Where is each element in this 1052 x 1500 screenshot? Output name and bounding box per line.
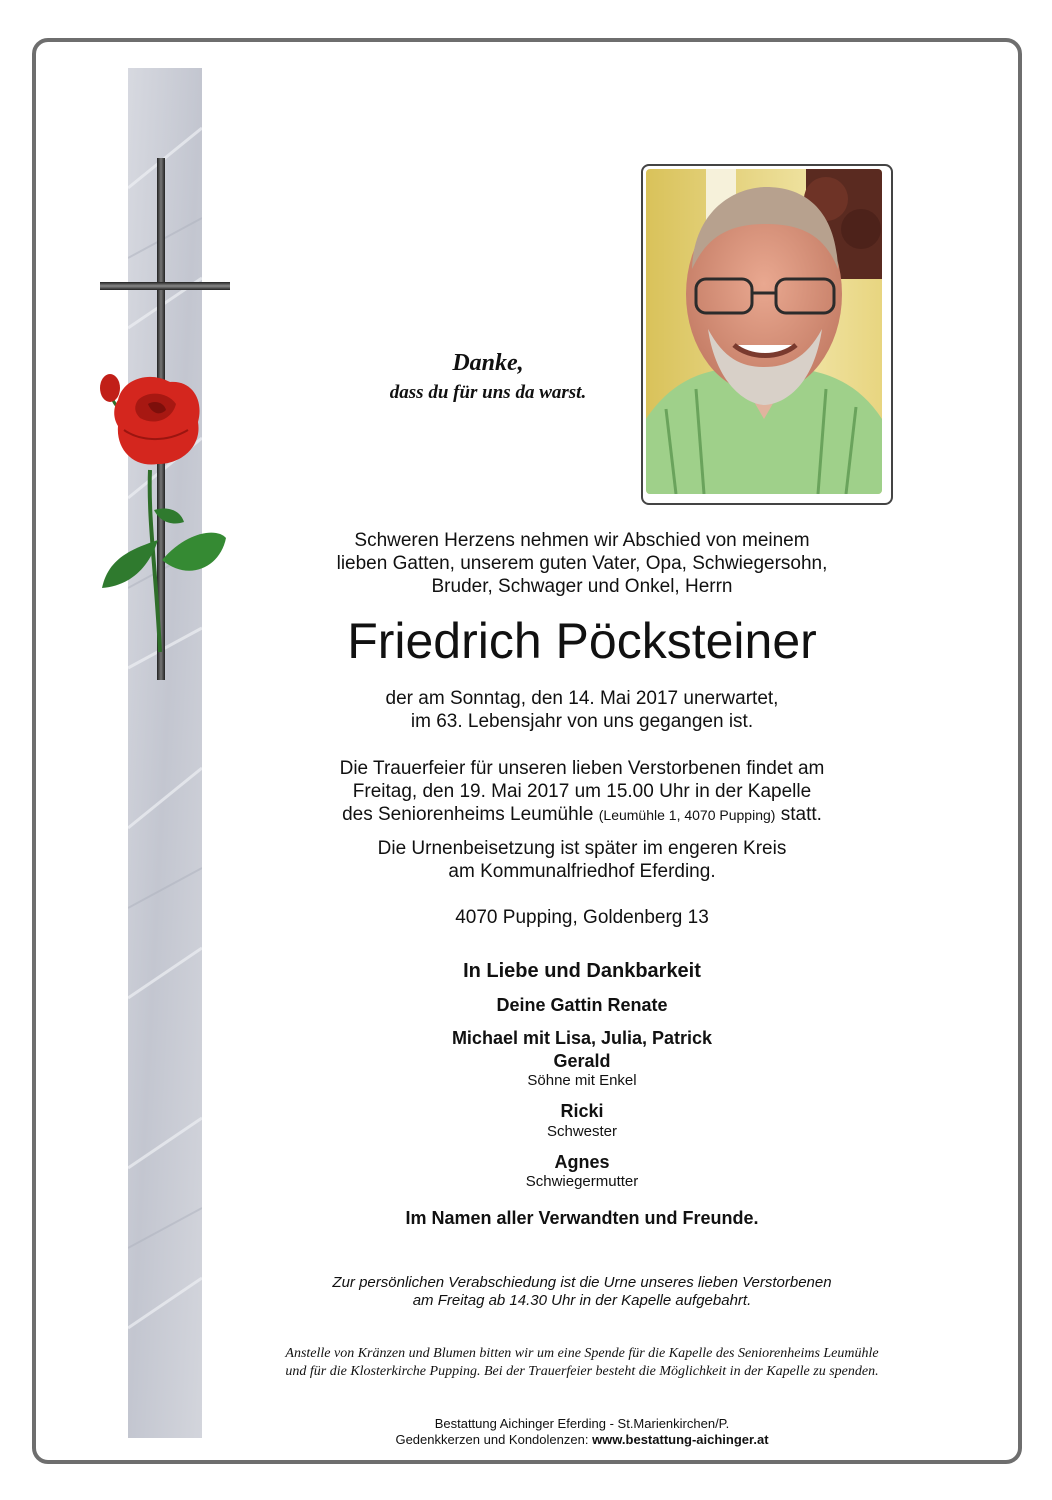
donation-note-line-1: Anstelle von Kränzen und Blumen bitten wir um eine Spende für die Kapelle des Seniorenheims Leumühle bbox=[285, 1346, 879, 1361]
ceremony-address: (Leumühle 1, 4070 Pupping) bbox=[598, 807, 776, 823]
portrait-photo bbox=[641, 164, 893, 505]
mourner-sister: Ricki bbox=[560, 1101, 604, 1121]
motto-line-2: dass du für uns da warst. bbox=[389, 382, 587, 403]
intro-line-3: Bruder, Schwager und Onkel, Herrn bbox=[431, 576, 733, 597]
ceremony-line-3-end: statt. bbox=[780, 804, 822, 825]
mourners-closing: Im Namen aller Verwandten und Freunde. bbox=[405, 1208, 759, 1228]
footer-line-1: Bestattung Aichinger Eferding - St.Marienkirchen/P. bbox=[434, 1416, 730, 1431]
ceremony-line-3 bbox=[232, 803, 932, 827]
death-info-line-2: im 63. Lebensjahr von uns gegangen ist. bbox=[410, 711, 754, 732]
intro-line-1: Schweren Herzens nehmen wir Abschied von meinem bbox=[354, 530, 810, 551]
footer-website-link[interactable]: www.bestattung-aichinger.at bbox=[592, 1432, 769, 1447]
mourner-sister-role: Schwester bbox=[546, 1123, 618, 1140]
home-address: 4070 Pupping, Goldenberg 13 bbox=[455, 907, 709, 928]
viewing-note-line-2: am Freitag ab 14.30 Uhr in der Kapelle aufgebahrt. bbox=[412, 1292, 752, 1309]
mourner-mother-in-law: Agnes bbox=[554, 1152, 610, 1172]
ceremony-line-3-start: des Seniorenheims Leumühle bbox=[342, 804, 594, 825]
ceremony-line-1: Die Trauerfeier für unseren lieben Verstorbenen findet am bbox=[339, 758, 825, 779]
footer bbox=[232, 1416, 932, 1448]
donation-note-line-2: und für die Klosterkirche Pupping. Bei der Trauerfeier besteht die Möglichkeit in der Kapelle zu spenden. bbox=[285, 1364, 879, 1379]
portrait-image bbox=[646, 169, 882, 494]
motto-line-1: Danke, bbox=[452, 350, 524, 376]
ceremony-info bbox=[232, 757, 932, 827]
mourner-sons-line-1: Michael mit Lisa, Julia, Patrick bbox=[451, 1028, 713, 1048]
mourner-mother-in-law-role: Schwiegermutter bbox=[525, 1173, 639, 1190]
mourner-sons-role: Söhne mit Enkel bbox=[527, 1072, 637, 1089]
intro-text bbox=[232, 529, 932, 598]
footer-line-2 bbox=[232, 1432, 932, 1448]
urn-info bbox=[232, 837, 932, 883]
motto bbox=[350, 348, 626, 408]
deceased-name: Friedrich Pöcksteiner bbox=[347, 613, 817, 669]
intro-line-2: lieben Gatten, unserem guten Vater, Opa, Schwiegersohn, bbox=[336, 553, 828, 574]
donation-note bbox=[222, 1345, 942, 1381]
death-info-line-1: der am Sonntag, den 14. Mai 2017 unerwartet, bbox=[385, 688, 779, 709]
urn-line-2: am Kommunalfriedhof Eferding. bbox=[448, 861, 716, 882]
death-info bbox=[232, 687, 932, 733]
urn-line-1: Die Urnenbeisetzung ist später im engeren Kreis bbox=[377, 838, 787, 859]
ceremony-line-2: Freitag, den 19. Mai 2017 um 15.00 Uhr in der Kapelle bbox=[352, 781, 812, 802]
mourners-heading: In Liebe und Dankbarkeit bbox=[463, 960, 701, 982]
footer-label: Gedenkkerzen und Kondolenzen: bbox=[395, 1432, 589, 1447]
mourner-wife: Deine Gattin Renate bbox=[496, 995, 668, 1015]
rose-icon bbox=[88, 360, 238, 660]
viewing-note bbox=[232, 1274, 932, 1310]
viewing-note-line-1: Zur persönlichen Verabschiedung ist die Urne unseres lieben Verstorbenen bbox=[332, 1274, 832, 1291]
mourner-sons-line-2: Gerald bbox=[553, 1051, 611, 1071]
